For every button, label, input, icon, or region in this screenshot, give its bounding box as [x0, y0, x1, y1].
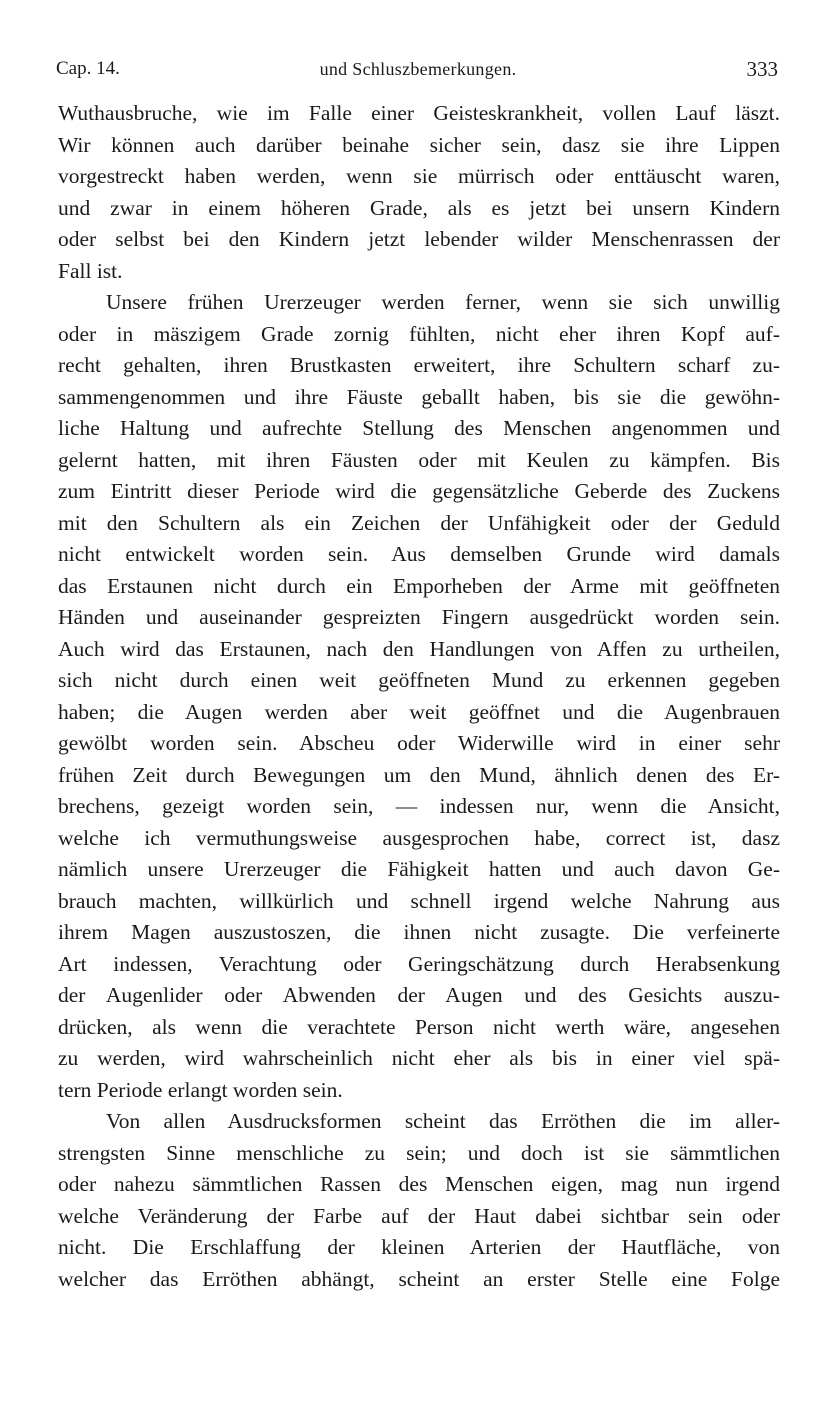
text-line: oder in mäszigem Grade zornig fühlten, nicht eher ihren Kopf auf-	[58, 321, 780, 346]
text-line: recht gehalten, ihren Brustkasten erweitert, ihre Schultern scharf zu-	[58, 353, 780, 377]
page-number: 333	[746, 57, 778, 81]
text-line: das Erstaunen nicht durch ein Emporheben der Arme mit geöffneten	[58, 573, 780, 598]
text-line: Von allen Ausdrucksformen scheint das Erröthen die im aller-	[106, 1109, 780, 1133]
text-line: tern Periode erlangt worden sein.	[58, 1077, 343, 1102]
text-line: zu werden, wird wahrscheinlich nicht eher als bis in einer viel spä-	[58, 1046, 780, 1070]
text-line: nicht. Die Erschlaffung der kleinen Arterien der Hautfläche, von	[58, 1235, 780, 1259]
text-line: oder nahezu sämmtlichen Rassen des Menschen eigen, mag nun irgend	[58, 1172, 780, 1196]
text-line: nämlich unsere Urerzeuger die Fähigkeit hatten und auch davon Ge-	[58, 857, 780, 881]
body-text	[58, 98, 780, 1295]
text-line: und zwar in einem höheren Grade, als es jetzt bei unsern Kindern	[58, 195, 780, 220]
text-line: frühen Zeit durch Bewegungen um den Mund, ähnlich denen des Er-	[58, 762, 780, 787]
text-line: zum Eintritt dieser Periode wird die gegensätzliche Geberde des Zuckens	[58, 479, 780, 503]
text-line: nicht entwickelt worden sein. Aus demselben Grunde wird damals	[58, 542, 780, 566]
text-line: Unsere frühen Urerzeuger werden ferner, wenn sie sich unwillig	[106, 290, 780, 314]
text-line: mit den Schultern als ein Zeichen der Unfähigkeit oder der Geduld	[58, 510, 780, 535]
text-line: oder selbst bei den Kindern jetzt lebender wilder Menschenrassen der	[58, 227, 780, 251]
text-line: Fall ist.	[58, 258, 123, 283]
text-line: Wuthausbruche, wie im Falle einer Geisteskrankheit, vollen Lauf läszt.	[58, 101, 780, 125]
text-line: Auch wird das Erstaunen, nach den Handlungen von Affen zu urtheilen,	[58, 636, 780, 661]
text-line: welche Veränderung der Farbe auf der Haut dabei sichtbar sein oder	[58, 1203, 780, 1228]
text-line: welche ich vermuthungsweise ausgesprochen habe, correct ist, dasz	[58, 825, 780, 850]
text-line: welcher das Erröthen abhängt, scheint an erster Stelle eine Folge	[58, 1266, 780, 1291]
text-line: der Augenlider oder Abwenden der Augen und des Gesichts auszu-	[58, 983, 780, 1007]
text-line: brechens, gezeigt worden sein, — indessen nur, wenn die Ansicht,	[58, 794, 780, 818]
text-line: ihrem Magen auszustoszen, die ihnen nicht zusagte. Die verfeinerte	[58, 920, 780, 944]
text-line: drücken, als wenn die verachtete Person nicht werth wäre, angesehen	[58, 1014, 780, 1039]
text-line: gewölbt worden sein. Abscheu oder Widerwille wird in einer sehr	[58, 731, 780, 755]
text-line: strengsten Sinne menschliche zu sein; und doch ist sie sämmtlichen	[58, 1140, 780, 1165]
text-line: vorgestreckt haben werden, wenn sie mürrisch oder enttäuscht waren,	[58, 164, 780, 188]
text-line: sich nicht durch einen weit geöffneten Mund zu erkennen gegeben	[58, 668, 780, 692]
text-line: gelernt hatten, mit ihren Fäusten oder mit Keulen zu kämpfen. Bis	[58, 447, 780, 472]
text-line: haben; die Augen werden aber weit geöffnet und die Augenbrauen	[58, 699, 780, 724]
text-line: brauch machten, willkürlich und schnell irgend welche Nahrung aus	[58, 888, 780, 913]
text-line: sammengenommen und ihre Fäuste geballt haben, bis sie die gewöhn-	[58, 384, 780, 409]
chapter-label: Cap. 14.	[56, 58, 120, 79]
text-line: liche Haltung und aufrechte Stellung des Menschen angenommen und	[58, 416, 780, 440]
running-head	[56, 56, 780, 82]
text-line: Art indessen, Verachtung oder Geringschätzung durch Herabsenkung	[58, 951, 780, 976]
running-title: und Schluszbemerkungen.	[319, 59, 517, 79]
text-line: Wir können auch darüber beinahe sicher sein, dasz sie ihre Lippen	[58, 132, 780, 157]
text-line: Händen und auseinander gespreizten Fingern ausgedrückt worden sein.	[58, 605, 780, 629]
